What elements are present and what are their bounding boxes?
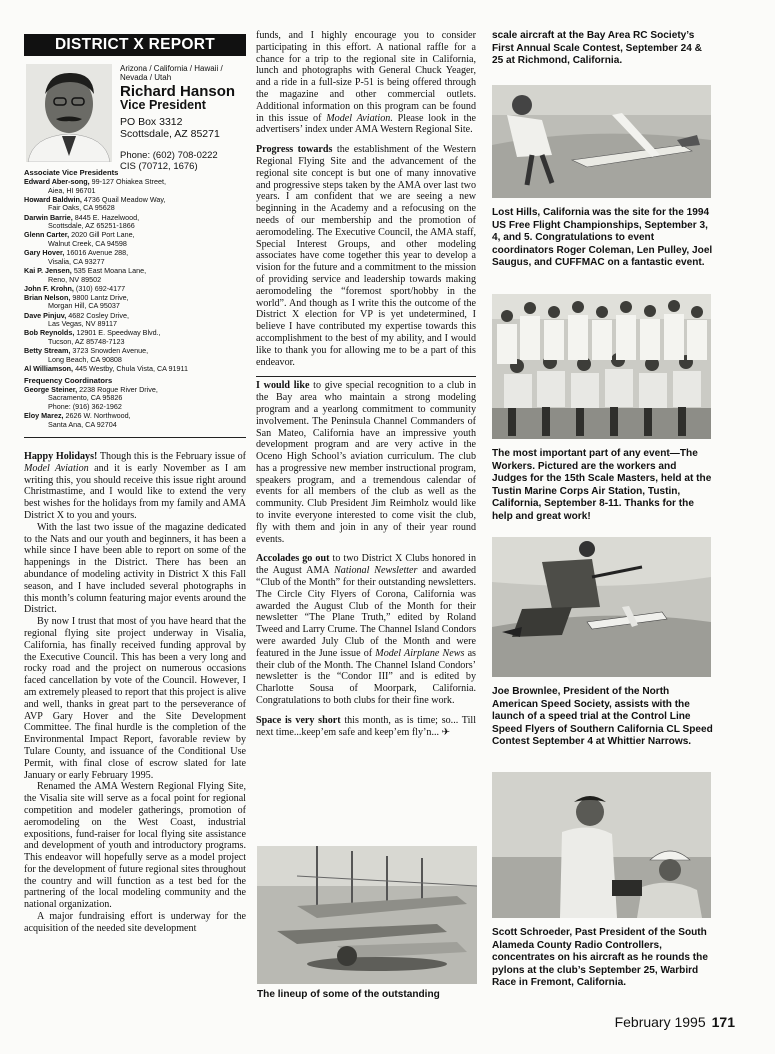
- page-number: 171: [711, 1014, 735, 1030]
- directory-entry: John F. Krohn, (310) 692-4177: [24, 283, 126, 293]
- associate-vps-label: Associate Vice Presidents: [24, 168, 119, 177]
- photo-scale-lineup: [257, 846, 477, 984]
- photo-caption: The lineup of some of the outstanding: [257, 989, 440, 1000]
- paragraph: By now I trust that most of you have heard that the regional flying site project underway in Visalia, California, has finally received funding approval by the Executive Council. This has been a very long and rocky road and the project on numerous occasions faced cancellation by vote of the Council. However, I am extremely pleased to report that this project is alive and well, thanks in great part to the perseverance of AVP Gary Hover and the Site Development Committee. The final hurdle is the completion of the Environmental Impact Report, favorable review by Tulare County, and issuance of the Conditional Use Permit, with final close of escrow slated for late January or early February 1995.: [24, 616, 246, 781]
- paragraph: Accolades go out to two District X Clubs honored in the August AMA National Newsletter and awarded “Club of the Month” for their outstanding newsletters. The Circle City Flyers of Corona, California was awarded the August Club of the Month for their newsletter “The Plane Truth,” edited by Roland Tweed and Larry Crume. The Channel Island Condors were awarded July Club of the Month and were featured in the June issue of Model Airplane News as their club of the Month. The Channel Island Condors’ newsletter is the “Condor III” and is edited by Charlotte Sousa of Moorpark, California. Congratulations to both clubs for their fine work.: [256, 553, 477, 707]
- frequency-coordinators-label: Frequency Coordinators: [24, 375, 113, 385]
- vp-info: [120, 64, 246, 172]
- vp-header: [24, 64, 246, 172]
- issue-date: February 1995: [614, 1014, 706, 1030]
- paragraph: A major fundraising effort is underway for the acquisition of the needed site development: [24, 911, 246, 934]
- photo-caption: Joe Brownlee, President of the North American Speed Society, assists with the launch of a speed trial at the Control Line Speed Flyers of Southern California CL Speed Contest September 4 at Whittier Narrows.: [492, 686, 713, 748]
- photo-caption: The most important part of any event—The Workers. Pictured are the workers and Judges for the 15th Scale Masters, held at the Tustin Marine Corps Air Station, Tustin, California, September 8-11. Thanks for the help and great work!: [492, 448, 712, 522]
- directory-entry: Bob Reynolds, 12901 E. Speedway Blvd., Tucson, AZ 85748-7123: [24, 328, 161, 347]
- directory-entry: Darwin Barrie, 8445 E. Hazelwood, Scottsdale, AZ 65251-1866: [24, 212, 140, 231]
- photo-caption: Scott Schroeder, Past President of the South Alameda County Radio Controllers, concentrates on his aircraft as he rounds the pylons at the club’s September 25, Warbird Race in Fremont, California.: [492, 927, 708, 989]
- paragraph: Progress towards the establishment of the Western Regional Flying Site and the advancement of the regional site concept is but one of many innovative and progressive steps taken by the AMA over last two years. I am confident that we are seeing a new beginning in the Academy and a refocusing on the needs of our membership and the promotion of aeromodeling. The Executive Council, the AMA staff, Special Interest Groups, and other modeling associates have come together this year to develop a vision for the future and a commitment to the mission of providing service and leadership towards making aeromodeling the “foremost sport/hobby in the world”. And though as I write this the outcome of the District X election for VP is yet undetermined, I believe I have contributed my expertise towards this accomplishment to the best of my ability, and I would like to thank you for allowing me to be a part of this endeavor.: [256, 144, 476, 368]
- paragraph: Happy Holidays! Though this is the February issue of Model Aviation and it is early November as I am writing this, you should receive this issue right around Christmastime, and I would like to extend the very best wishes for the holidays from my family and AMA District X to you and yours.: [24, 451, 247, 521]
- directory-entry: Glenn Carter, 2020 Gill Port Lane, Walnut Creek, CA 94598: [24, 230, 135, 248]
- column-header: [24, 34, 246, 438]
- article-column-1: [24, 451, 246, 935]
- paragraph: Space is very short this month, as is time; so... Till next time...keep’em safe and keep’em fly’n... ✈: [256, 714, 476, 738]
- vp-address: [120, 116, 246, 140]
- vp-name: Richard Hanson: [120, 83, 236, 100]
- directory-entry: Edward Aber-song, 99-127 Ohiakea Street, Aiea, HI 96701: [24, 177, 166, 195]
- frequency-coordinators-list: [24, 386, 246, 430]
- directory-entry: Gary Hover, 16016 Avenue 288, Visalia, CA 93277: [24, 248, 129, 266]
- paragraph: Renamed the AMA Western Regional Flying Site, the Visalia site will serve as a focal point for regional competition and modeler gatherings, promotion of aeromodeling on the West Coast, industrial expositions, fund-raiser for local flying site assistance and development of youth and introductory programs. This endeavor will hopefully serve as a model project for the development of future regional sites throughout the country and will function as a test bed for the partnering of the local modeling community and the national organization.: [24, 781, 246, 911]
- photo-free-flight: [492, 85, 711, 198]
- airplane-icon: ✈: [441, 726, 451, 738]
- vp-title: Vice President: [120, 98, 206, 112]
- photo-caption: Lost Hills, California was the site for the 1994 US Free Flight Championships, September 3, 4, and 5. Congratulations to event coordinators Roger Coleman, Len Pulley, Joel Saugus, and CUFFMAC on a fantastic event.: [492, 207, 713, 269]
- associate-vps-list: [24, 178, 246, 374]
- page-footer: [615, 1014, 735, 1030]
- paragraph: With the last two issue of the magazine dedicated to the Nats and our youth and beginners, it has been a while since I have been able to report on some of the happenings in the District. There has been an abundance of modeling activity in District X this Fall season, and I have included several photographs in this month’s column featuring major events around the District.: [24, 521, 246, 616]
- vp-contact: [120, 150, 246, 172]
- directory-entry: Howard Baldwin, 4736 Quail Meadow Way, Fair Oaks, CA 95628: [24, 194, 166, 213]
- vp-address-line1: PO Box 3312: [120, 116, 183, 128]
- directory-entry: Kai P. Jensen, 535 East Moana Lane, Reno, NV 89502: [24, 265, 147, 284]
- directory-entry: Eloy Marez, 2626 W. Northwood, Santa Ana, CA 92704: [24, 410, 131, 429]
- vp-cis: CIS (70712, 1676): [120, 161, 198, 172]
- vp-address-line2: Scottsdale, AZ 85271: [120, 128, 220, 140]
- photo-workers: [492, 294, 711, 439]
- directory-entry: Al Williamson, 445 Westby, Chula Vista, CA 91911: [24, 364, 188, 373]
- district-states: Arizona / California / Hawaii / Nevada / Utah: [120, 64, 223, 82]
- article-column-2: [256, 30, 476, 738]
- photo-caption: scale aircraft at the Bay Area RC Society’s First Annual Scale Contest, September 24 & 25 at Richmond, California.: [492, 30, 702, 67]
- paragraph: I would like to give special recognition to a club in the Bay area who maintain a strong modeling program and a yearlong commitment to community involvement. The Peninsula Channel Commanders of San Mateo, California have an impressive youth development program and are very active in the Oceno High School’s aviation curriculum. The club has a progressive new member instructional program, speakers program, and a tremendous calendar of events for all members of the club as well as the community. Club President Jim Reimholz would like to invite everyone interested to come visit the club, fly with them and join in any of their year round events.: [256, 376, 476, 545]
- vp-phone: Phone: (602) 708-0222: [120, 150, 218, 161]
- section-divider: [24, 437, 246, 438]
- district-banner: DISTRICT X REPORT: [24, 34, 246, 56]
- vp-portrait: [26, 64, 112, 162]
- photo-warbird-race: [492, 772, 711, 918]
- directory-entry: Dave Pinjuv, 4682 Cosley Drive, Las Vegas, NV 89117: [24, 310, 129, 329]
- directory-entry: Brian Nelson, 9800 Lantz Drive, Morgan Hill, CA 95037: [24, 292, 129, 311]
- directory-entry: Betty Stream, 3723 Snowden Avenue, Long Beach, CA 90808: [24, 346, 149, 364]
- directory-entry: George Steiner, 2238 Rogue River Drive, Sacramento, CA 95826 Phone: (916) 362-1962: [24, 384, 158, 411]
- paragraph: funds, and I highly encourage you to consider participating in this effort. A national raffle for a chance for a trip to the regional site in California, lunch and photographs with General Chuck Yeager, and a ride in a full-size P-51 is being offered through the magazine and other commercial outlets. Additional information on this program can be found in this issue of Model Aviation. Please look in the advertisers’ index under AMA Western Regional Site.: [256, 30, 476, 136]
- photo-speed-trial: [492, 537, 711, 677]
